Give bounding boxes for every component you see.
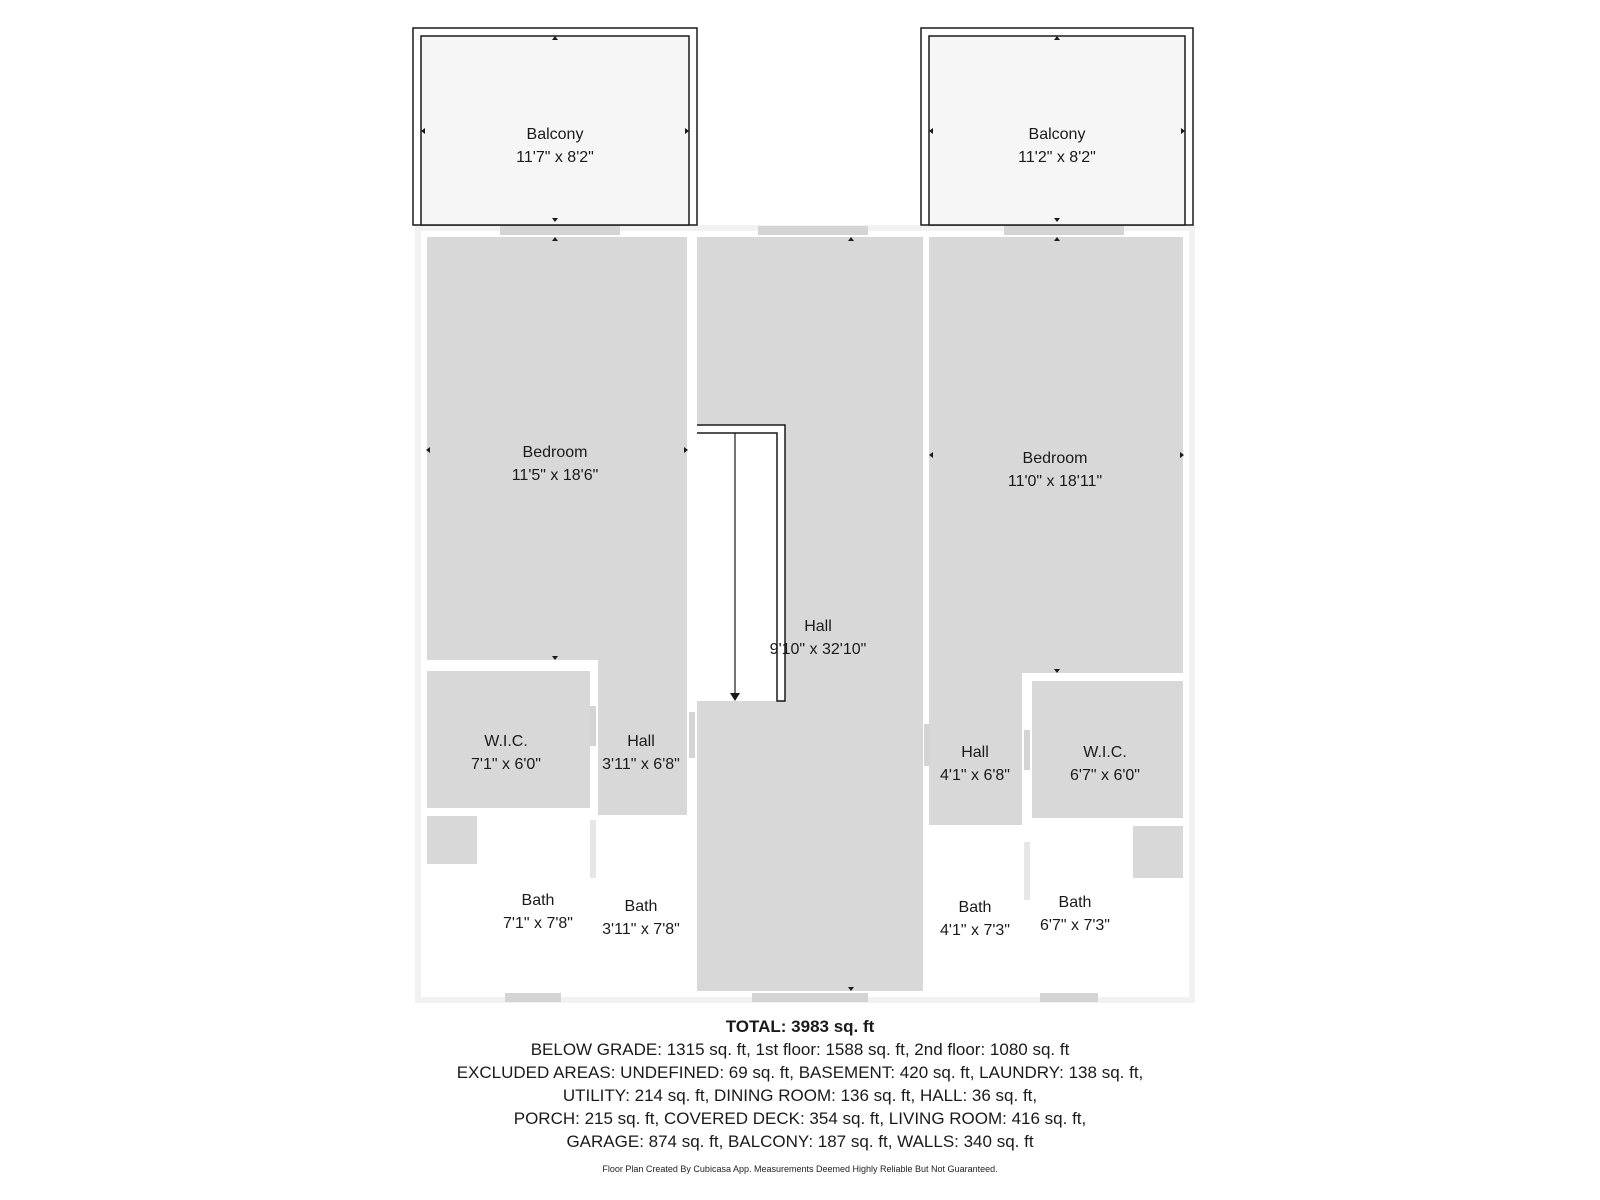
hall-left-name: Hall bbox=[627, 733, 655, 750]
balcony-right-door bbox=[1004, 226, 1124, 235]
balcony-right-size: 11'2" x 8'2" bbox=[1018, 149, 1096, 166]
wic-right-name: W.I.C. bbox=[1083, 744, 1127, 761]
disclaimer: Floor Plan Created By Cubicasa App. Measurements Deemed Highly Reliable But Not Guaranteed. bbox=[602, 1164, 998, 1174]
balcony-right-name: Balcony bbox=[1028, 126, 1086, 143]
hall-bottom-door bbox=[752, 993, 868, 1002]
summary-line: EXCLUDED AREAS: UNDEFINED: 69 sq. ft, BASEMENT: 420 sq. ft, LAUNDRY: 138 sq. ft, bbox=[456, 1063, 1144, 1082]
door-gap bbox=[590, 820, 596, 878]
door-gap bbox=[689, 712, 695, 758]
bath-right-a-size: 4'1" x 7'3" bbox=[940, 922, 1010, 939]
staircase bbox=[697, 425, 785, 701]
balcony-left-name: Balcony bbox=[526, 126, 584, 143]
summary-line: GARAGE: 874 sq. ft, BALCONY: 187 sq. ft, WALLS: 340 sq. ft bbox=[566, 1132, 1034, 1151]
bath-right-a-name: Bath bbox=[958, 899, 992, 916]
bath-right-b-fixture bbox=[1133, 826, 1183, 878]
door-gap bbox=[1024, 842, 1030, 900]
wic-left-size: 7'1" x 6'0" bbox=[471, 756, 541, 773]
hall-center-size: 9'10" x 32'10" bbox=[769, 641, 867, 658]
bedroom-left-size: 11'5" x 18'6" bbox=[511, 467, 599, 484]
hall-window bbox=[758, 226, 868, 235]
bath-right-b-window bbox=[1040, 993, 1098, 1002]
summary-line: UTILITY: 214 sq. ft, DINING ROOM: 136 sq. ft, HALL: 36 sq. ft, bbox=[562, 1086, 1038, 1105]
door-gap bbox=[924, 724, 930, 766]
wic-left-name: W.I.C. bbox=[484, 733, 528, 750]
hall-right-name: Hall bbox=[961, 744, 989, 761]
hall-left-size: 3'11" x 6'8" bbox=[602, 756, 680, 773]
total-area: TOTAL: 3983 sq. ft bbox=[725, 1017, 875, 1036]
door-gap bbox=[590, 706, 596, 746]
bath-left-a-window bbox=[505, 993, 561, 1002]
bedroom-left-name: Bedroom bbox=[522, 444, 588, 461]
balcony-left-size: 11'7" x 8'2" bbox=[516, 149, 594, 166]
hall-center-name: Hall bbox=[804, 618, 832, 635]
bath-right-b-name: Bath bbox=[1058, 894, 1092, 911]
area-summary bbox=[0, 1015, 1600, 1174]
bath-left-b-name: Bath bbox=[624, 898, 658, 915]
bath-left-b-size: 3'11" x 7'8" bbox=[602, 921, 680, 938]
door-gap bbox=[1024, 730, 1030, 770]
bath-left-a-size: 7'1" x 7'8" bbox=[503, 915, 573, 932]
wic-right-size: 6'7" x 6'0" bbox=[1070, 767, 1140, 784]
summary-line: BELOW GRADE: 1315 sq. ft, 1st floor: 1588 sq. ft, 2nd floor: 1080 sq. ft bbox=[530, 1040, 1070, 1059]
balcony-left-door bbox=[500, 226, 620, 235]
bath-left-a-name: Bath bbox=[521, 892, 555, 909]
bath-right-b-size: 6'7" x 7'3" bbox=[1040, 917, 1110, 934]
hall-right-size: 4'1" x 6'8" bbox=[940, 767, 1010, 784]
bedroom-right-size: 11'0" x 18'11" bbox=[1007, 473, 1103, 490]
summary-line: PORCH: 215 sq. ft, COVERED DECK: 354 sq. ft, LIVING ROOM: 416 sq. ft, bbox=[513, 1109, 1087, 1128]
bedroom-right-name: Bedroom bbox=[1022, 450, 1088, 467]
bath-left-a-fixture bbox=[427, 816, 477, 864]
